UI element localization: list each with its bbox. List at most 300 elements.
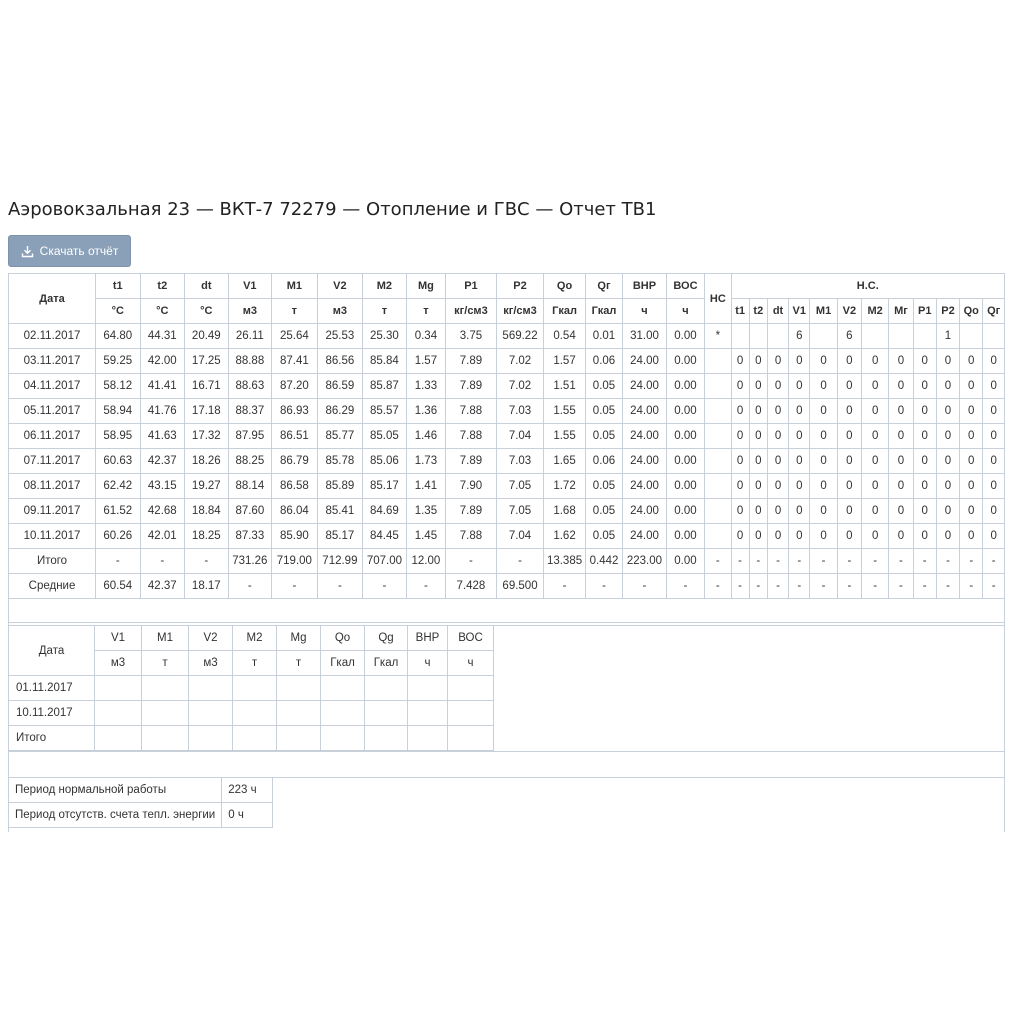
nc-cell [705, 349, 731, 374]
ns-cell: 0 [789, 399, 810, 424]
ns-cell [767, 324, 788, 349]
column-unit: т [233, 651, 277, 676]
table-cell [233, 676, 277, 701]
table-cell [448, 676, 494, 701]
download-icon [21, 245, 34, 258]
table-cell: 18.26 [185, 449, 229, 474]
table-row [9, 726, 494, 751]
column-header: Qг [585, 274, 622, 299]
table-cell: 1.35 [406, 499, 445, 524]
ns-cell: 0 [731, 374, 749, 399]
row-date: Итого [9, 549, 96, 574]
ns-cell: 0 [749, 499, 767, 524]
table-cell: 85.84 [363, 349, 407, 374]
ns-cell: 0 [862, 374, 889, 399]
column-header: M2 [233, 626, 277, 651]
ns-cell: 0 [767, 424, 788, 449]
ns-cell: 0 [837, 499, 861, 524]
table-cell [277, 726, 321, 751]
table-row [9, 324, 1005, 349]
table-cell: - [363, 574, 407, 599]
ns-cell: 0 [862, 349, 889, 374]
table-cell: 42.01 [140, 524, 185, 549]
spacer-cell [9, 599, 1005, 623]
ns-cell: - [936, 549, 959, 574]
row-date: 10.11.2017 [9, 701, 95, 726]
ns-cell: 0 [789, 474, 810, 499]
table-cell: 0.00 [666, 324, 704, 349]
table-cell: 7.90 [446, 474, 497, 499]
ns-cell: 0 [862, 449, 889, 474]
table-row [9, 499, 1005, 524]
table-cell: 223.00 [623, 549, 667, 574]
table-cell: 0.05 [585, 499, 622, 524]
table-cell: 85.89 [317, 474, 363, 499]
ns-cell: 0 [837, 374, 861, 399]
table-row [9, 449, 1005, 474]
table-cell: 60.63 [96, 449, 141, 474]
table-cell: 7.89 [446, 499, 497, 524]
column-header: P1 [446, 274, 497, 299]
table-cell: 85.06 [363, 449, 407, 474]
table-cell: 7.88 [446, 424, 497, 449]
ns-cell: 0 [731, 399, 749, 424]
ns-column-header: dt [767, 299, 788, 324]
table-cell: 58.95 [96, 424, 141, 449]
ns-cell: 0 [913, 524, 936, 549]
table-cell: - [272, 574, 318, 599]
table-cell: 60.54 [96, 574, 141, 599]
table-cell: 86.29 [317, 399, 363, 424]
download-button-label: Скачать отчёт [39, 244, 119, 258]
table-cell: 0.00 [666, 399, 704, 424]
report-container [8, 273, 1005, 832]
table-cell: 24.00 [623, 349, 667, 374]
ns-cell: 0 [731, 524, 749, 549]
table-cell: 87.20 [272, 374, 318, 399]
table-cell: - [96, 549, 141, 574]
table-cell: 18.84 [185, 499, 229, 524]
nc-cell [705, 374, 731, 399]
table-cell: 69.500 [496, 574, 544, 599]
table-cell [95, 701, 142, 726]
table-cell: 1.72 [544, 474, 585, 499]
table-cell [95, 676, 142, 701]
ns-cell: 0 [983, 449, 1005, 474]
ns-cell: - [731, 574, 749, 599]
ns-cell: 0 [789, 349, 810, 374]
column-unit: т [272, 299, 318, 324]
table-cell [95, 726, 142, 751]
table-cell: 0.05 [585, 524, 622, 549]
table-cell: 1.36 [406, 399, 445, 424]
table-cell: 1.57 [406, 349, 445, 374]
table-cell: 41.63 [140, 424, 185, 449]
column-header: V2 [317, 274, 363, 299]
ns-cell: - [767, 549, 788, 574]
table-cell: 86.56 [317, 349, 363, 374]
ns-cell: 0 [731, 424, 749, 449]
table-cell: 1.57 [544, 349, 585, 374]
nc-cell [705, 499, 731, 524]
ns-cell: 0 [936, 399, 959, 424]
ns-cell: 0 [983, 424, 1005, 449]
table-cell [142, 701, 189, 726]
table-cell: 25.30 [363, 324, 407, 349]
table-cell: 7.04 [496, 524, 544, 549]
table-cell: 64.80 [96, 324, 141, 349]
nc-cell [705, 474, 731, 499]
table-cell: 7.02 [496, 349, 544, 374]
section-divider [9, 777, 1005, 778]
table-cell: 86.59 [317, 374, 363, 399]
ns-cell: 0 [837, 474, 861, 499]
ns-cell: 0 [789, 424, 810, 449]
nc-cell [705, 424, 731, 449]
ns-cell: 0 [767, 399, 788, 424]
table-row [9, 524, 1005, 549]
table-cell: 3.75 [446, 324, 497, 349]
ns-cell: 0 [889, 474, 913, 499]
nc-cell: - [705, 549, 731, 574]
table-row [9, 676, 494, 701]
ns-cell: 0 [767, 349, 788, 374]
table-cell [321, 726, 365, 751]
table-cell: 0.00 [666, 474, 704, 499]
ns-cell: - [749, 549, 767, 574]
table-cell: 7.05 [496, 474, 544, 499]
table-cell: - [406, 574, 445, 599]
table-row [9, 574, 1005, 599]
column-unit: кг/см3 [446, 299, 497, 324]
table-cell: 707.00 [363, 549, 407, 574]
table-cell: 1.41 [406, 474, 445, 499]
summary-table [8, 777, 273, 828]
table-cell: - [140, 549, 185, 574]
table-cell: 19.27 [185, 474, 229, 499]
table-cell [233, 701, 277, 726]
ns-cell: 0 [789, 449, 810, 474]
table-cell: 44.31 [140, 324, 185, 349]
column-unit: т [277, 651, 321, 676]
ns-column-header: t2 [749, 299, 767, 324]
table-cell: 0.06 [585, 349, 622, 374]
table-cell [142, 676, 189, 701]
ns-cell: 0 [767, 374, 788, 399]
table-cell: 85.05 [363, 424, 407, 449]
ns-cell: 0 [731, 349, 749, 374]
column-header: t1 [96, 274, 141, 299]
table-cell: 88.14 [228, 474, 272, 499]
table-cell: 7.88 [446, 524, 497, 549]
ns-cell: 0 [936, 524, 959, 549]
ns-cell: 0 [960, 399, 983, 424]
table-cell: 86.51 [272, 424, 318, 449]
table-row [9, 549, 1005, 574]
table-cell: 0.01 [585, 324, 622, 349]
column-unit: ч [448, 651, 494, 676]
table-cell: 0.05 [585, 399, 622, 424]
ns-cell: 0 [913, 424, 936, 449]
column-header: dt [185, 274, 229, 299]
ns-cell: 0 [789, 374, 810, 399]
column-header: P2 [496, 274, 544, 299]
row-date: 08.11.2017 [9, 474, 96, 499]
table-cell: 86.93 [272, 399, 318, 424]
summary-label: Период отсутств. счета тепл. энергии [9, 803, 222, 828]
ns-cell: 0 [889, 424, 913, 449]
nc-cell [705, 449, 731, 474]
column-header: ВНР [408, 626, 448, 651]
table-row [9, 374, 1005, 399]
ns-cell: 0 [936, 424, 959, 449]
ns-cell: 6 [837, 324, 861, 349]
table-cell: 7.428 [446, 574, 497, 599]
column-header: ВНР [623, 274, 667, 299]
ns-cell: 0 [810, 499, 837, 524]
table-cell: 0.00 [666, 449, 704, 474]
table-cell: 88.63 [228, 374, 272, 399]
table-cell: 85.17 [317, 524, 363, 549]
ns-cell: - [837, 549, 861, 574]
table-cell: 18.25 [185, 524, 229, 549]
table-cell: 85.41 [317, 499, 363, 524]
row-date: 10.11.2017 [9, 524, 96, 549]
ns-cell: - [862, 574, 889, 599]
table-row [9, 474, 1005, 499]
table-cell: 41.76 [140, 399, 185, 424]
table-cell: 7.03 [496, 399, 544, 424]
ns-cell [889, 324, 913, 349]
table-cell: 62.42 [96, 474, 141, 499]
table-cell: 0.06 [585, 449, 622, 474]
ns-cell: 0 [767, 449, 788, 474]
ns-cell: 0 [960, 524, 983, 549]
table-cell [448, 726, 494, 751]
table-cell: 0.00 [666, 549, 704, 574]
table-cell [189, 701, 233, 726]
column-header: M2 [363, 274, 407, 299]
table-cell: 24.00 [623, 524, 667, 549]
ns-cell: 0 [810, 474, 837, 499]
table-cell: 0.00 [666, 499, 704, 524]
table-cell: 42.68 [140, 499, 185, 524]
table-cell: 731.26 [228, 549, 272, 574]
table-cell [277, 676, 321, 701]
table-cell [189, 676, 233, 701]
ns-cell [749, 324, 767, 349]
table-cell: 569.22 [496, 324, 544, 349]
table-cell: 1.65 [544, 449, 585, 474]
table-cell: 0.05 [585, 424, 622, 449]
column-header: Mg [277, 626, 321, 651]
column-header: ВОС [448, 626, 494, 651]
row-date: Итого [9, 726, 95, 751]
ns-cell: 0 [837, 349, 861, 374]
ns-cell: 0 [789, 499, 810, 524]
table-cell: 1.51 [544, 374, 585, 399]
ns-cell: 0 [862, 524, 889, 549]
ns-column-header: V1 [789, 299, 810, 324]
table-cell: 41.41 [140, 374, 185, 399]
column-unit: Гкал [544, 299, 585, 324]
table-cell: 58.94 [96, 399, 141, 424]
ns-column-header: t1 [731, 299, 749, 324]
ns-cell: 0 [913, 374, 936, 399]
column-unit: т [142, 651, 189, 676]
ns-cell: - [960, 549, 983, 574]
table-cell: 88.88 [228, 349, 272, 374]
ns-cell: 0 [889, 524, 913, 549]
table-cell: 1.73 [406, 449, 445, 474]
table-cell: 88.37 [228, 399, 272, 424]
nc-cell [705, 399, 731, 424]
table-cell: 7.02 [496, 374, 544, 399]
ns-cell: - [731, 549, 749, 574]
row-date: 06.11.2017 [9, 424, 96, 449]
date-column-header: Дата [9, 274, 96, 324]
column-unit: м3 [317, 299, 363, 324]
ns-cell: 0 [749, 524, 767, 549]
ns-column-header: Qг [983, 299, 1005, 324]
ns-column-header: Qo [960, 299, 983, 324]
table-cell: 24.00 [623, 374, 667, 399]
ns-cell [731, 324, 749, 349]
table-cell [448, 701, 494, 726]
download-report-button[interactable] [8, 235, 131, 267]
column-header: M1 [272, 274, 318, 299]
ns-cell: - [983, 574, 1005, 599]
ns-cell: 0 [862, 424, 889, 449]
summary-label: Период нормальной работы [9, 778, 222, 803]
nc-cell: * [705, 324, 731, 349]
table-cell: 7.03 [496, 449, 544, 474]
ns-cell: 0 [913, 499, 936, 524]
table-cell: 43.15 [140, 474, 185, 499]
column-unit: м3 [95, 651, 142, 676]
column-header: Mg [406, 274, 445, 299]
table-cell: 24.00 [623, 474, 667, 499]
row-date: 01.11.2017 [9, 676, 95, 701]
ns-cell: 0 [983, 349, 1005, 374]
column-unit: Гкал [365, 651, 408, 676]
table-cell: 24.00 [623, 449, 667, 474]
column-unit: °C [140, 299, 185, 324]
ns-cell: 0 [767, 524, 788, 549]
ns-column-header: M1 [810, 299, 837, 324]
ns-cell: - [913, 574, 936, 599]
ns-group-header: Н.С. [731, 274, 1005, 299]
ns-cell: 0 [983, 524, 1005, 549]
ns-cell: 0 [837, 399, 861, 424]
table-cell: 12.00 [406, 549, 445, 574]
table-cell: 24.00 [623, 499, 667, 524]
ns-cell: - [749, 574, 767, 599]
table-cell: 87.60 [228, 499, 272, 524]
table-cell [365, 676, 408, 701]
ns-cell: 0 [837, 449, 861, 474]
table-cell: 84.45 [363, 524, 407, 549]
ns-cell: 0 [960, 474, 983, 499]
column-unit: м3 [189, 651, 233, 676]
ns-cell: 0 [731, 474, 749, 499]
column-unit: ч [666, 299, 704, 324]
table-cell: 87.33 [228, 524, 272, 549]
ns-cell: 0 [983, 499, 1005, 524]
section-divider [9, 751, 1005, 752]
column-unit: ч [408, 651, 448, 676]
daily-report-table [8, 273, 1005, 623]
table-cell: 1.55 [544, 424, 585, 449]
table-cell: - [544, 574, 585, 599]
ns-cell: - [789, 549, 810, 574]
nc-cell: - [705, 574, 731, 599]
ns-cell: 0 [749, 374, 767, 399]
table-cell: 17.25 [185, 349, 229, 374]
ns-cell: 0 [767, 499, 788, 524]
table-cell: 26.11 [228, 324, 272, 349]
column-header: Qg [365, 626, 408, 651]
table-cell: 20.49 [185, 324, 229, 349]
ns-cell: 0 [749, 424, 767, 449]
nc-cell [705, 524, 731, 549]
spacer-row [9, 599, 1005, 623]
ns-cell: 0 [983, 474, 1005, 499]
table-cell: 85.77 [317, 424, 363, 449]
table-cell: 16.71 [185, 374, 229, 399]
ns-cell: 0 [936, 374, 959, 399]
ns-cell [810, 324, 837, 349]
ns-cell: 0 [767, 474, 788, 499]
ns-cell: 0 [913, 349, 936, 374]
ns-cell: 0 [810, 374, 837, 399]
column-unit: Гкал [321, 651, 365, 676]
table-cell: 0.54 [544, 324, 585, 349]
table-cell: - [228, 574, 272, 599]
table-cell: 88.25 [228, 449, 272, 474]
table-cell: 712.99 [317, 549, 363, 574]
table-row [9, 701, 494, 726]
ns-cell: - [767, 574, 788, 599]
ns-cell: 0 [862, 474, 889, 499]
table-cell: 1.68 [544, 499, 585, 524]
table-cell: 86.79 [272, 449, 318, 474]
ns-cell: 0 [960, 374, 983, 399]
table-cell: 1.55 [544, 399, 585, 424]
table-cell: 24.00 [623, 424, 667, 449]
ns-cell: 0 [913, 399, 936, 424]
table-row [9, 424, 1005, 449]
page-title: Аэровокзальная 23 — ВКТ-7 72279 — Отопление и ГВС — Отчет ТВ1 [8, 199, 657, 220]
ns-cell [913, 324, 936, 349]
table-cell: 87.41 [272, 349, 318, 374]
summary-row [9, 803, 273, 828]
ns-cell: - [837, 574, 861, 599]
table-cell [189, 726, 233, 751]
table-cell: 13.385 [544, 549, 585, 574]
ns-cell: 0 [960, 449, 983, 474]
table-row [9, 399, 1005, 424]
table-cell [233, 726, 277, 751]
nc-column-header: НС [705, 274, 731, 324]
ns-cell: 0 [862, 499, 889, 524]
table-cell: 25.53 [317, 324, 363, 349]
table-cell [277, 701, 321, 726]
ns-cell: 0 [749, 399, 767, 424]
ns-cell: 0 [889, 449, 913, 474]
ns-column-header: Mг [889, 299, 913, 324]
table-cell: 18.17 [185, 574, 229, 599]
